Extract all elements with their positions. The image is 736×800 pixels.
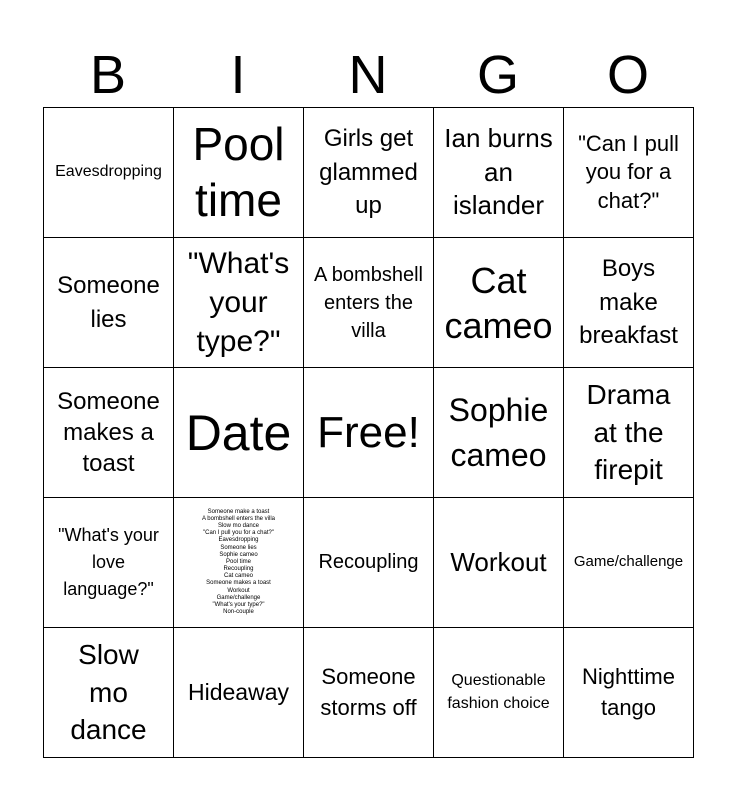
bingo-cell-r2c2[interactable] bbox=[174, 238, 304, 368]
word-list-item: Eavesdropping bbox=[218, 537, 259, 544]
bingo-cell-r3c5[interactable] bbox=[564, 368, 694, 498]
bingo-cell-r3c2[interactable] bbox=[174, 368, 304, 498]
word-list-item: Pool time bbox=[225, 558, 251, 565]
header-letter-n: N bbox=[348, 45, 388, 105]
cell-label: Eavesdropping bbox=[55, 163, 162, 181]
bingo-cell-r5c3[interactable] bbox=[304, 628, 434, 758]
bingo-cell-r5c2[interactable] bbox=[174, 628, 304, 758]
bingo-cell-r2c5[interactable] bbox=[564, 238, 694, 368]
cell-label: Someone makes a toast bbox=[57, 387, 160, 478]
header-letter-i: I bbox=[230, 45, 246, 105]
cell-label: Workout bbox=[450, 546, 547, 577]
bingo-header bbox=[43, 44, 693, 106]
header-letter-g: G bbox=[476, 45, 519, 105]
cell-label: Questionable fashion choice bbox=[447, 672, 550, 712]
word-list-item: Someone lies bbox=[220, 544, 257, 551]
cell-label: Someone lies bbox=[57, 271, 160, 333]
header-letter-o: O bbox=[606, 45, 649, 105]
cell-label: Boys make breakfast bbox=[579, 255, 678, 350]
cell-label: Hideaway bbox=[188, 679, 289, 706]
bingo-cell-r1c3[interactable] bbox=[304, 108, 434, 238]
cell-label: Someone storms off bbox=[320, 663, 417, 720]
cell-label: Drama at the firepit bbox=[586, 378, 671, 486]
cell-label: Recoupling bbox=[318, 551, 419, 573]
cell-label: Sophie cameo bbox=[448, 391, 549, 473]
bingo-cell-r4c3[interactable] bbox=[304, 498, 434, 628]
word-list-item: "What's your type?" bbox=[212, 602, 265, 609]
cell-label: "What's your type?" bbox=[187, 247, 290, 358]
bingo-board bbox=[43, 107, 694, 758]
bingo-cell-r4c4[interactable] bbox=[434, 498, 564, 628]
word-list-item: "Can I pull you for a chat?" bbox=[203, 530, 274, 537]
word-list-item: Cat cameo bbox=[223, 573, 253, 580]
cell-label: Girls get glammed up bbox=[319, 125, 418, 220]
word-list-item: Non-couple bbox=[223, 609, 254, 616]
bingo-cell-r4c2[interactable] bbox=[174, 498, 304, 628]
word-list-item: Someone make a toast bbox=[207, 508, 270, 515]
bingo-cell-r5c5[interactable] bbox=[564, 628, 694, 758]
cell-label: Ian burns an islander bbox=[444, 122, 553, 221]
bingo-cell-r4c5[interactable] bbox=[564, 498, 694, 628]
word-list-item: Someone makes a toast bbox=[206, 580, 271, 587]
bingo-cell-r2c1[interactable] bbox=[44, 238, 174, 368]
word-list-item: Recoupling bbox=[223, 566, 254, 573]
word-list bbox=[202, 509, 275, 617]
bingo-cell-r3c4[interactable] bbox=[434, 368, 564, 498]
cell-label: Game/challenge bbox=[573, 553, 684, 571]
bingo-cell-r1c1[interactable] bbox=[44, 108, 174, 238]
cell-label: Pool time bbox=[192, 118, 285, 226]
bingo-cell-r2c3[interactable] bbox=[304, 238, 434, 368]
bingo-cell-r1c2[interactable] bbox=[174, 108, 304, 238]
cell-label: Cat cameo bbox=[444, 259, 553, 346]
bingo-cell-r1c4[interactable] bbox=[434, 108, 564, 238]
word-list-item: Sophie cameo bbox=[219, 551, 258, 558]
bingo-cell-r3c3 free-space[interactable] bbox=[304, 368, 434, 498]
bingo-cell-r5c4[interactable] bbox=[434, 628, 564, 758]
free-space-label: Free! bbox=[317, 408, 420, 457]
bingo-cell-r2c4[interactable] bbox=[434, 238, 564, 368]
cell-label: "What's your love language?" bbox=[58, 525, 159, 599]
bingo-cell-r3c1[interactable] bbox=[44, 368, 174, 498]
cell-label: Date bbox=[185, 404, 292, 461]
word-list-item: Slow mo dance bbox=[217, 522, 259, 529]
bingo-cell-r5c1[interactable] bbox=[44, 628, 174, 758]
word-list-item: Game/challenge bbox=[216, 594, 261, 601]
cell-label: A bombshell enters the villa bbox=[314, 263, 423, 342]
bingo-cell-r4c1[interactable] bbox=[44, 498, 174, 628]
word-list-item: Workout bbox=[227, 587, 250, 594]
header-letter-b: B bbox=[89, 45, 127, 105]
word-list-item: A bombshell enters the villa bbox=[201, 515, 276, 522]
bingo-cell-r1c5[interactable] bbox=[564, 108, 694, 238]
cell-label: Nighttime tango bbox=[582, 663, 675, 720]
cell-label: Slow mo dance bbox=[70, 638, 147, 746]
cell-label: "Can I pull you for a chat?" bbox=[578, 130, 679, 213]
